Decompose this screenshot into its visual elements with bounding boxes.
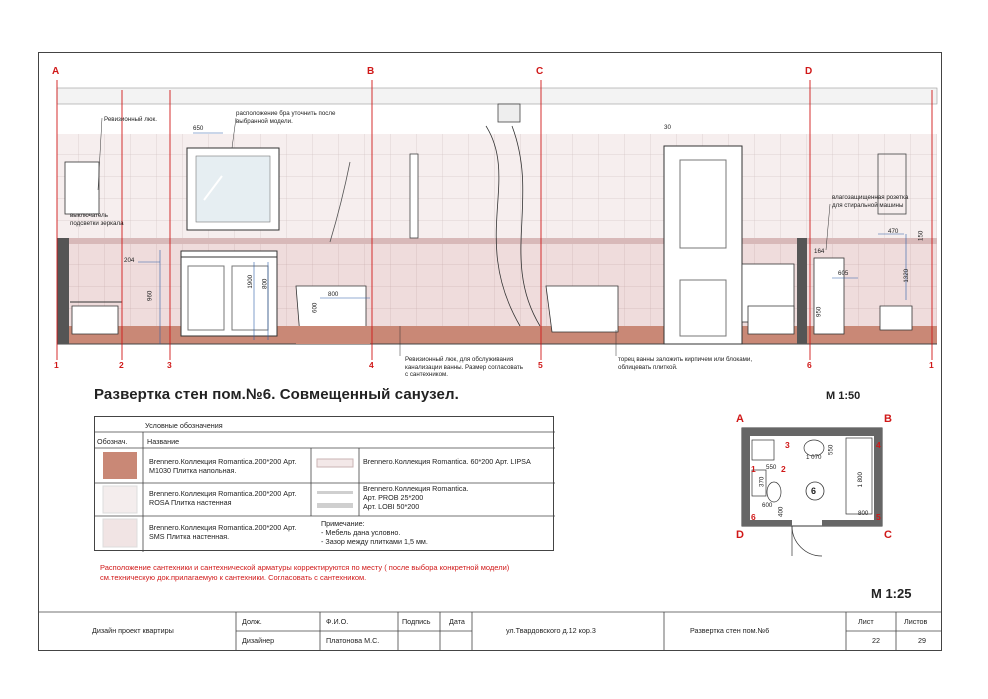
plan-dim-1070: 1 070 — [806, 454, 822, 461]
legend-col-symbol: Обознач. — [97, 437, 128, 446]
plan-axis-d: D — [736, 529, 744, 541]
note-bath-end: торец ванны заложить кирпичем или блоками, облицевать плиткой. — [618, 356, 753, 371]
dim-600: 600 — [311, 302, 319, 313]
plan-axis-c: C — [884, 529, 892, 541]
legend-row-rosa: Brennero.Коллекция Romantica.200*200 Арт. ROSA Плитка настенная — [149, 489, 297, 507]
dim-30: 30 — [664, 124, 671, 131]
note-mirror-switch: выключатель подсветки зеркала — [70, 212, 124, 227]
plan-dim-1800: 1 800 — [856, 472, 864, 488]
axis-label-c: C — [536, 66, 544, 77]
axis-number-2: 2 — [119, 360, 124, 370]
axis-number-3: 3 — [167, 360, 172, 370]
plan-axis-b: B — [884, 413, 892, 425]
plan-point-4: 4 — [876, 440, 881, 450]
legend-note-1: - Мебель дана условно. — [321, 528, 401, 537]
plan-dim-600: 600 — [762, 502, 773, 509]
plan-dim-550a: 550 — [766, 464, 777, 471]
axis-number-1-right: 1 — [929, 360, 934, 370]
scale-elevation: М 1:50 — [826, 390, 861, 402]
legend-row-prob: Арт. PROB 25*200 — [363, 493, 424, 502]
plan-point-1: 1 — [751, 464, 756, 474]
plan-point-5: 5 — [876, 512, 881, 522]
axis-number-5: 5 — [538, 360, 543, 370]
stamp-address: ул.Твардовского д.12 кор.3 — [506, 626, 596, 635]
axis-number-6: 6 — [807, 360, 812, 370]
stamp-name-label: Ф.И.О. — [326, 617, 349, 626]
stamp-post: Дизайнер — [242, 636, 275, 645]
note-revision-sewer: Ревизионный люк, для обслуживания канализации ванны. Размер согласовать с сантехником. — [405, 356, 523, 379]
plan-point-6: 6 — [751, 512, 756, 522]
dim-470: 470 — [888, 228, 899, 235]
legend-note-2: - Зазор между плитками 1,5 мм. — [321, 537, 428, 546]
axis-label-b: B — [367, 66, 375, 77]
note-socket: влагозащищенная розетка для стиральной машины — [832, 194, 909, 209]
legend-row-lipsa: Brennero.Коллекция Romantica. 60*200 Арт. LIPSA — [363, 457, 531, 466]
plan-dim-400: 400 — [777, 506, 785, 517]
dim-950: 950 — [815, 306, 823, 317]
legend-row-collection: Brennero.Коллекция Romantica. — [363, 484, 469, 493]
stamp-sheets-label: Листов — [904, 617, 928, 626]
stamp-sign-label: Подпись — [402, 617, 431, 626]
dim-605: 605 — [838, 270, 849, 277]
stamp-date-label: Дата — [449, 617, 465, 626]
plan-dim-550b: 550 — [827, 444, 835, 455]
dim-960: 960 — [146, 290, 154, 301]
plan-axis-a: A — [736, 413, 744, 425]
axis-number-4: 4 — [369, 360, 374, 370]
stamp-sheet-number: 22 — [872, 636, 880, 645]
dim-650: 650 — [193, 125, 204, 132]
dim-1900: 1900 — [247, 274, 255, 289]
axis-label-d: D — [805, 66, 813, 77]
dim-150: 150 — [917, 230, 925, 241]
legend-note-title: Примечание: — [321, 519, 365, 528]
plan-point-2: 2 — [781, 464, 786, 474]
stamp-project: Дизайн проект квартиры — [92, 626, 174, 635]
note-revision-hatch: Ревизионный люк. — [104, 116, 157, 123]
legend-row-m1030: Brennero.Коллекция Romantica.200*200 Арт. M1030 Плитка напольная. — [149, 457, 297, 475]
dim-204: 204 — [124, 257, 135, 264]
legend-row-sms: Brennero.Коллекция Romantica.200*200 Арт. SMS Плитка настенная. — [149, 523, 297, 541]
stamp-sheet-label: Лист — [858, 617, 874, 626]
axis-number-1: 1 — [54, 360, 59, 370]
legend-header: Условные обозначения — [145, 421, 223, 430]
stamp-sheet-title: Развертка стен пом.№6 — [690, 626, 770, 635]
plan-point-3: 3 — [785, 440, 790, 450]
axis-label-a: A — [52, 66, 60, 77]
plan-dim-800: 800 — [858, 510, 869, 517]
page-title: Развертка стен пом.№6. Совмещенный санузел. — [94, 386, 459, 403]
dim-1320: 1320 — [903, 268, 911, 283]
stamp-sheets-total: 29 — [918, 636, 926, 645]
plumbing-note: Расположение сантехники и сантехнической арматуры корректируются по месту ( после выбора конкретной модели) см.техническую док.прилагаемую к сантехники. Согласовать с сантехником. — [100, 563, 510, 582]
legend-row-lobi: Арт. LOBI 50*200 — [363, 502, 420, 511]
note-sconce: расположение бра уточнить после выбранной модели. — [236, 110, 336, 125]
dim-164: 164 — [814, 248, 825, 255]
plan-dim-370: 370 — [758, 476, 766, 487]
scale-plan: М 1:25 — [871, 586, 912, 601]
dim-800-bath: 800 — [328, 291, 339, 298]
dim-800-vanity: 800 — [261, 278, 269, 289]
plan-room-number: 6 — [811, 486, 817, 496]
legend-col-name: Название — [147, 437, 180, 446]
stamp-post-label: Долж. — [242, 617, 262, 626]
stamp-name: Платонова М.С. — [326, 636, 380, 645]
